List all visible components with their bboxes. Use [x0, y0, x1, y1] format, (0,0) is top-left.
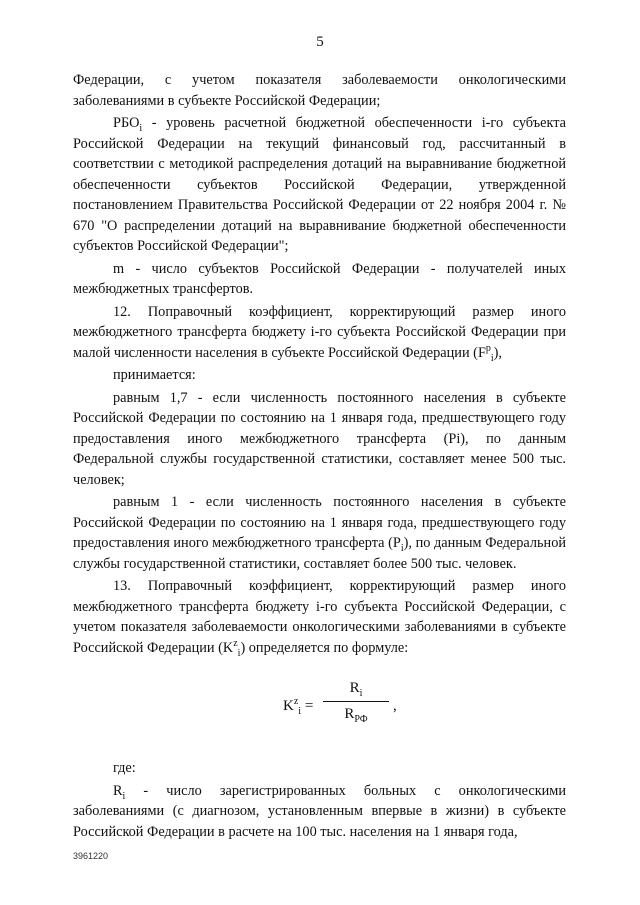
formula-comma: , [393, 698, 397, 714]
paragraph-13 [73, 576, 566, 658]
paragraph-r-definition [73, 781, 566, 843]
paragraph-equal-1 [73, 492, 566, 574]
r-symbol: R [113, 782, 123, 799]
f-subscript: i [490, 352, 494, 364]
page-number: 5 [316, 34, 324, 50]
formula-fraction [321, 678, 391, 724]
k-symbol: K [222, 639, 234, 656]
rbo-symbol: РБО [113, 115, 140, 131]
formula-lhs-symbol: K [283, 698, 294, 714]
denominator-symbol: R [344, 705, 355, 722]
k-superscript: z [233, 637, 238, 649]
formula-lhs-superscript: z [293, 696, 299, 707]
paragraph-m-definition: m - число субъектов Российской Федерации - получателей иных межбюджетных трансфертов. [73, 260, 566, 297]
f-symbol: F [477, 344, 486, 361]
rbo-subscript: i [139, 122, 143, 134]
numerator-subscript: i [359, 688, 363, 699]
formula-equals: = [301, 698, 314, 714]
formula [73, 672, 566, 752]
paragraph-equal-1-text: равным 1 - если численность постоянного населения в субъекте Российской Федерации по состоянию на 1 января года, предшествующего году предоставления иного межбюджетного трансферта (P [73, 494, 566, 551]
paragraph-12-text: 12. Поправочный коэффициент, корректирующий размер иного межбюджетного трансферта бюджету i-го субъекта Российской Федерации при малой численности населения в субъекте Российской Федерации ( [73, 303, 566, 361]
numerator-symbol: R [349, 680, 360, 696]
paragraph-where: где: [113, 760, 136, 776]
formula-denominator [321, 702, 391, 725]
paragraph-13-end: ) определяется по формуле: [240, 639, 409, 656]
rbo-definition-text: - уровень расчетной бюджетной обеспеченности i-го субъекта Российской Федерации на текущий финансовый год, рассчитанный в соответствии с методикой распределения дотаций на выравнивание бюджетной обеспеченности субъектов Российской Федерации, утвержденной постановлением Правительства Российской Федерации от 22 ноября 2004 г. № 670 "О распределении дотаций на выравнивание бюджетной обеспеченности субъектов Российской Федерации"; [73, 115, 566, 254]
formula-lhs [283, 696, 313, 717]
paragraph-rbo-definition [73, 113, 566, 257]
document-code: 3961220 [73, 851, 109, 861]
p-subscript: i [400, 542, 404, 554]
denominator-subscript: РФ [354, 713, 368, 725]
paragraph-1: Федерации, с учетом показателя заболеваемости онкологическими заболеваниями в субъекте Российской Федерации; [73, 72, 566, 109]
formula-lhs-subscript: i [298, 706, 302, 717]
paragraph-13-text: 13. Поправочный коэффициент, корректирующий размер иного межбюджетного трансферта бюджету i-го субъекта Российской Федерации, с учетом показателя заболеваемости онкологическими заболеваниями в субъекте Российской Федерации ( [73, 578, 566, 656]
formula-numerator [321, 678, 391, 701]
k-subscript: i [237, 647, 241, 659]
paragraph-equal-1-7: равным 1,7 - если численность постоянного населения в субъекте Российской Федерации по состоянию на 1 января года, предшествующего году предоставления иного межбюджетного трансферта (Pi), по данным Федеральной службы государственной статистики, составляет менее 500 тыс. человек; [73, 389, 566, 488]
document-body [73, 70, 566, 844]
r-subscript: i [122, 790, 126, 802]
paragraph-accepted: принимается: [113, 367, 196, 383]
paragraph-equal-1-end: ), по данным Федеральной службы государственной статистики, составляет более 500 тыс. человек. [73, 535, 567, 572]
paragraph-12 [73, 302, 566, 364]
f-superscript: p [485, 342, 491, 354]
r-definition-text: - число зарегистрированных больных с онкологическими заболеваниями (с диагнозом, установленным впервые в жизни) в субъекте Российской Федерации в расчете на 100 тыс. населения на 1 января года, [73, 782, 566, 840]
paragraph-12-end: ), [493, 344, 503, 361]
